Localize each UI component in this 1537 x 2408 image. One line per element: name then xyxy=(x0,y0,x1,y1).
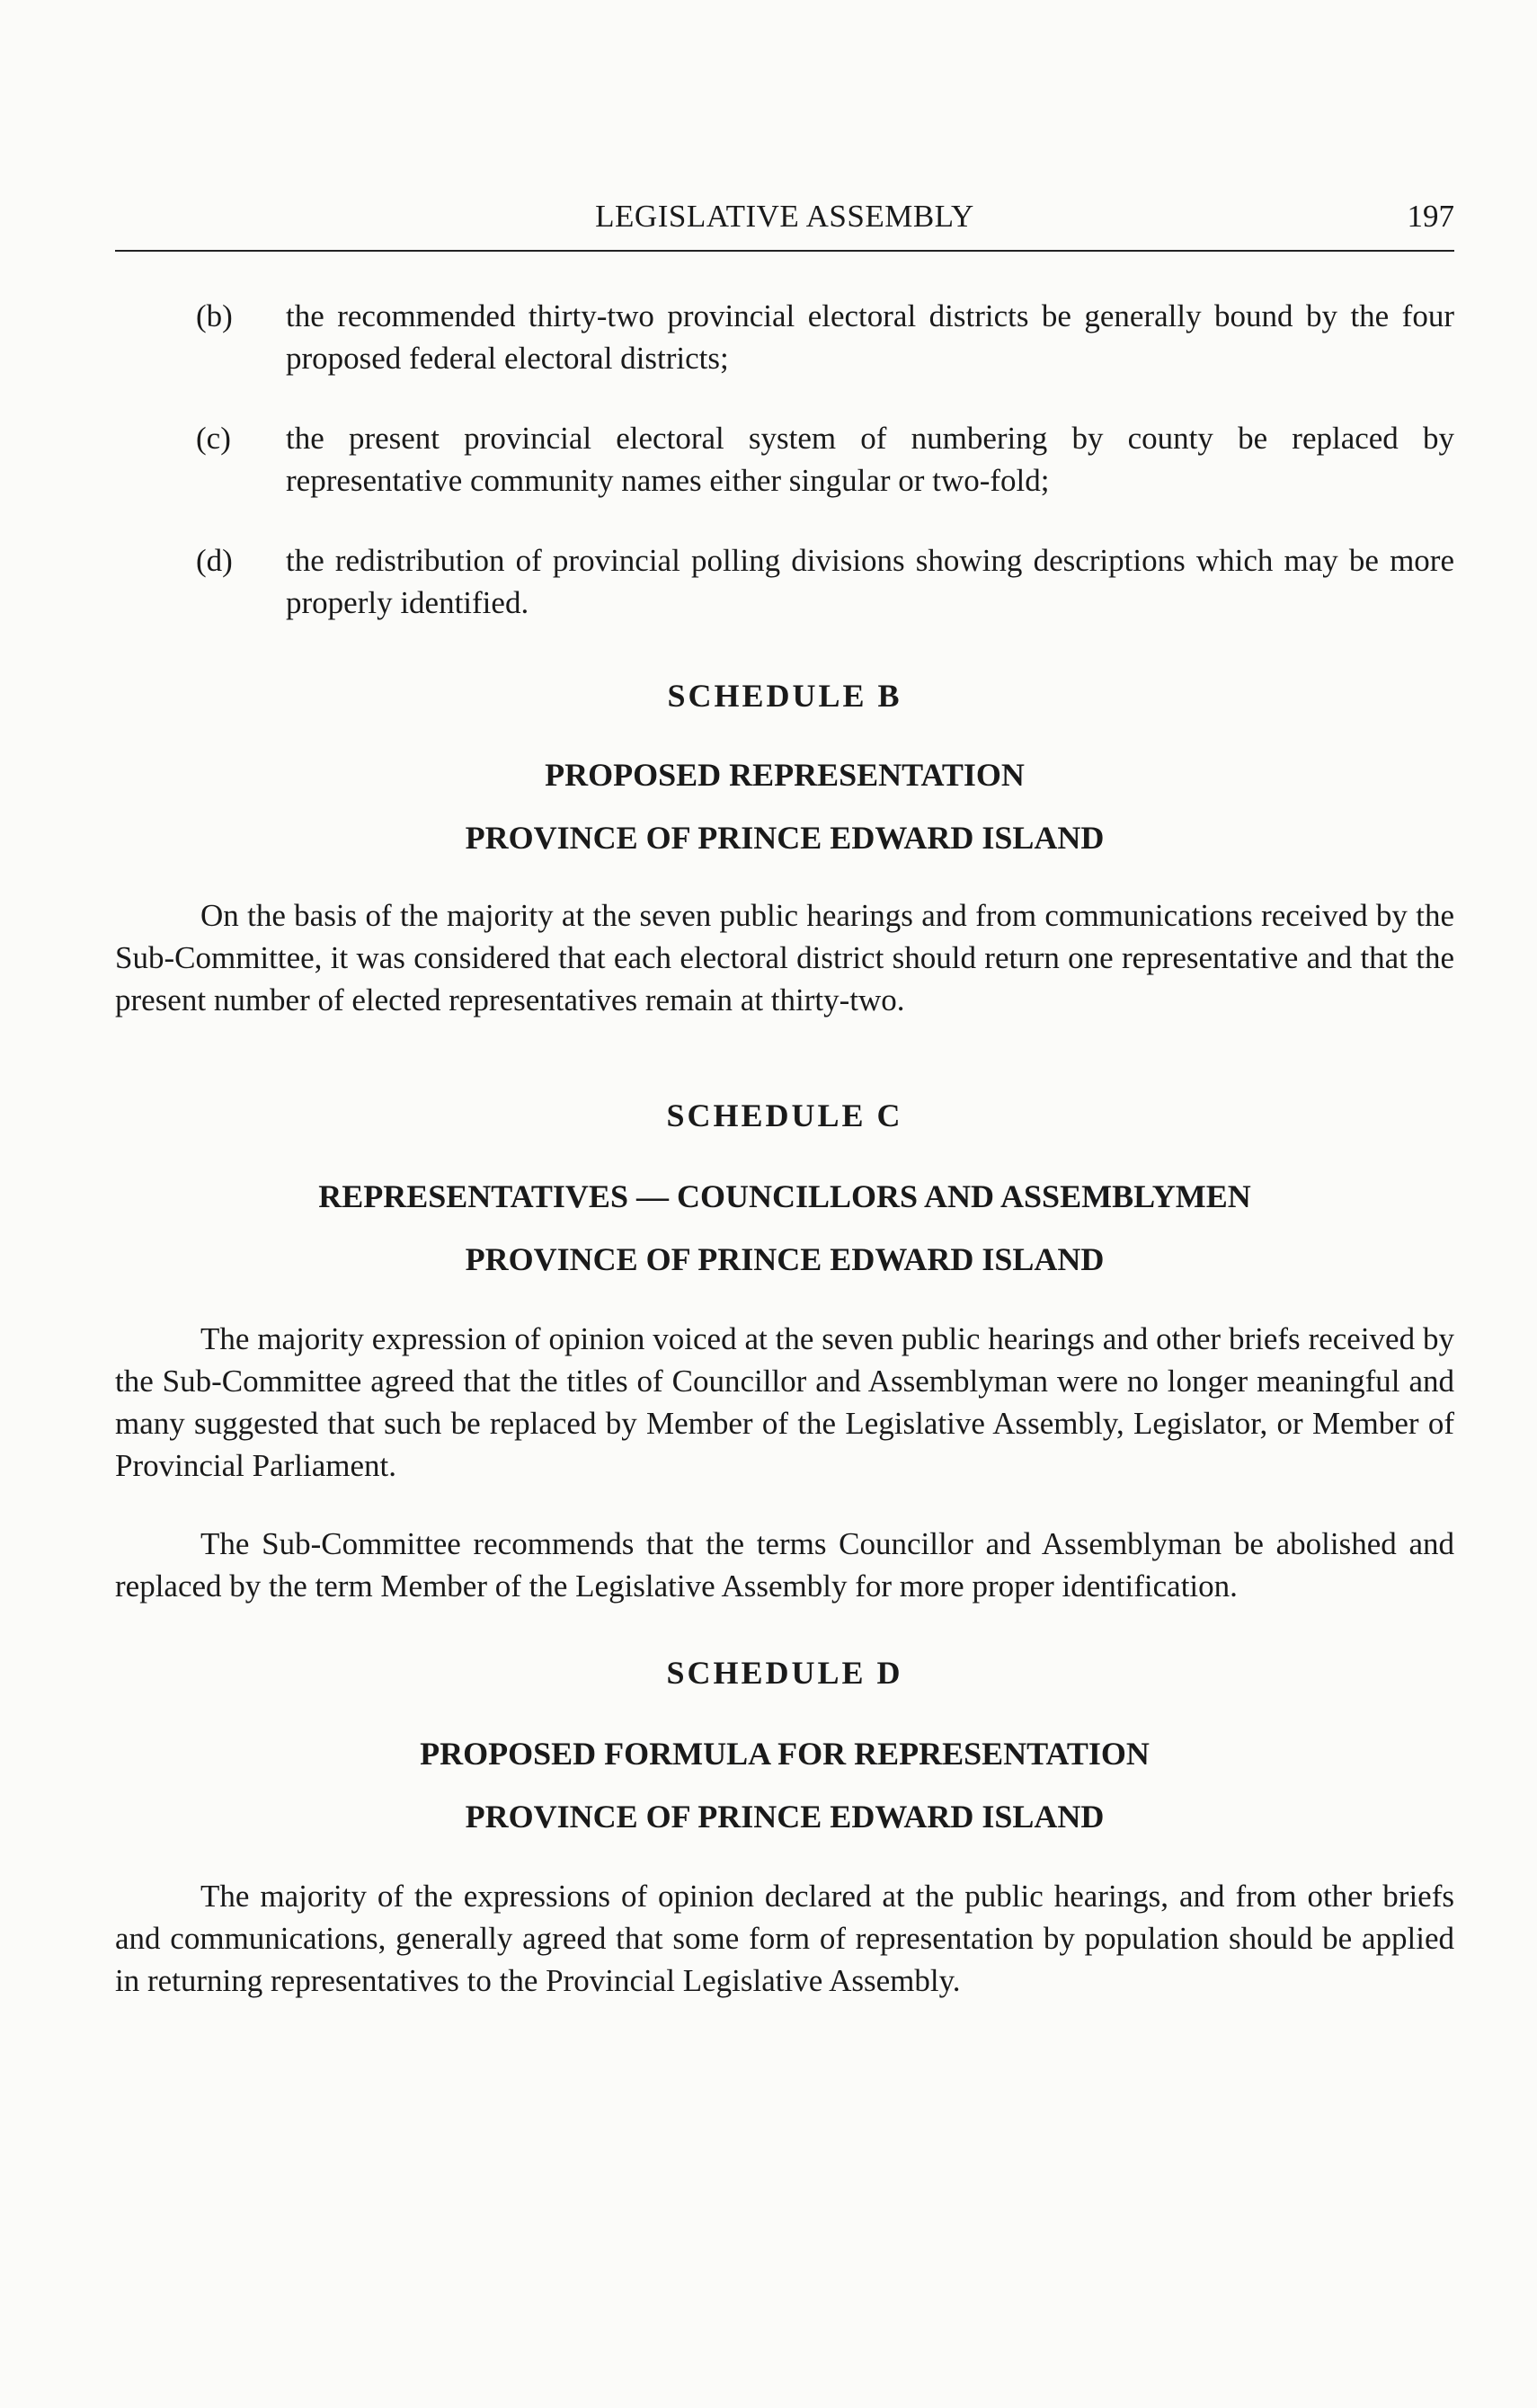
clause-letter: (d) xyxy=(196,543,233,578)
clause-d xyxy=(115,539,1454,624)
document-page xyxy=(115,196,1454,2002)
running-head xyxy=(115,196,1454,237)
clause-letter: (c) xyxy=(196,421,231,456)
running-head-title: LEGISLATIVE ASSEMBLY xyxy=(595,199,974,234)
page-number: 197 xyxy=(1407,199,1454,234)
schedule-d-subtitle: PROVINCE OF PRINCE EDWARD ISLAND xyxy=(465,1799,1105,1835)
schedule-b-title: PROPOSED REPRESENTATION xyxy=(545,757,1025,793)
clause-c xyxy=(115,417,1454,502)
schedule-b-paragraph: On the basis of the majority at the seven public hearings and from communications received by the Sub-Committee, it was considered that each electoral district should return one representative and that the present number of elected representatives remain at thirty-two. xyxy=(115,898,1454,1017)
clause-letter: (b) xyxy=(196,298,233,333)
clause-text: the redistribution of provincial polling divisions showing descriptions which may be more properly identified. xyxy=(286,543,1454,620)
clause-text: the recommended thirty-two provincial electoral districts be generally bound by the four proposed federal electoral districts; xyxy=(286,298,1454,376)
clause-text: the present provincial electoral system of numbering by county be replaced by representative community names either singular or two-fold; xyxy=(286,421,1454,498)
schedule-b-subtitle: PROVINCE OF PRINCE EDWARD ISLAND xyxy=(465,820,1105,856)
schedule-c-subtitle: PROVINCE OF PRINCE EDWARD ISLAND xyxy=(465,1241,1105,1277)
clause-list xyxy=(115,295,1454,624)
clause-b xyxy=(115,295,1454,379)
schedule-d-section xyxy=(115,1652,1454,2002)
schedule-d-title: PROPOSED FORMULA FOR REPRESENTATION xyxy=(420,1736,1150,1772)
schedule-d-label: SCHEDULE D xyxy=(666,1655,903,1691)
schedule-c-label: SCHEDULE C xyxy=(666,1097,903,1133)
schedule-c-section xyxy=(115,1095,1454,1607)
schedule-d-paragraph: The majority of the expressions of opinion declared at the public hearings, and from other briefs and communications, generally agreed that some form of representation by population should be applied in returning representatives to the Provincial Legislative Assembly. xyxy=(115,1879,1454,1998)
schedule-c-title: REPRESENTATIVES — COUNCILLORS AND ASSEMBLYMEN xyxy=(318,1178,1251,1214)
schedule-b-label: SCHEDULE B xyxy=(667,678,902,714)
schedule-c-paragraph-2: The Sub-Committee recommends that the terms Councillor and Assemblyman be abolished and replaced by the term Member of the Legislative Assembly for more proper identification. xyxy=(115,1526,1454,1604)
schedule-c-paragraph-1: The majority expression of opinion voiced at the seven public hearings and other briefs received by the Sub-Committee agreed that the titles of Councillor and Assemblyman were no longer meaningful and many suggested that such be replaced by Member of the Legislative Assembly, Legislator, or Member of Provincial Parliament. xyxy=(115,1321,1454,1483)
header-rule xyxy=(115,250,1454,252)
schedule-b-section xyxy=(115,675,1454,1021)
